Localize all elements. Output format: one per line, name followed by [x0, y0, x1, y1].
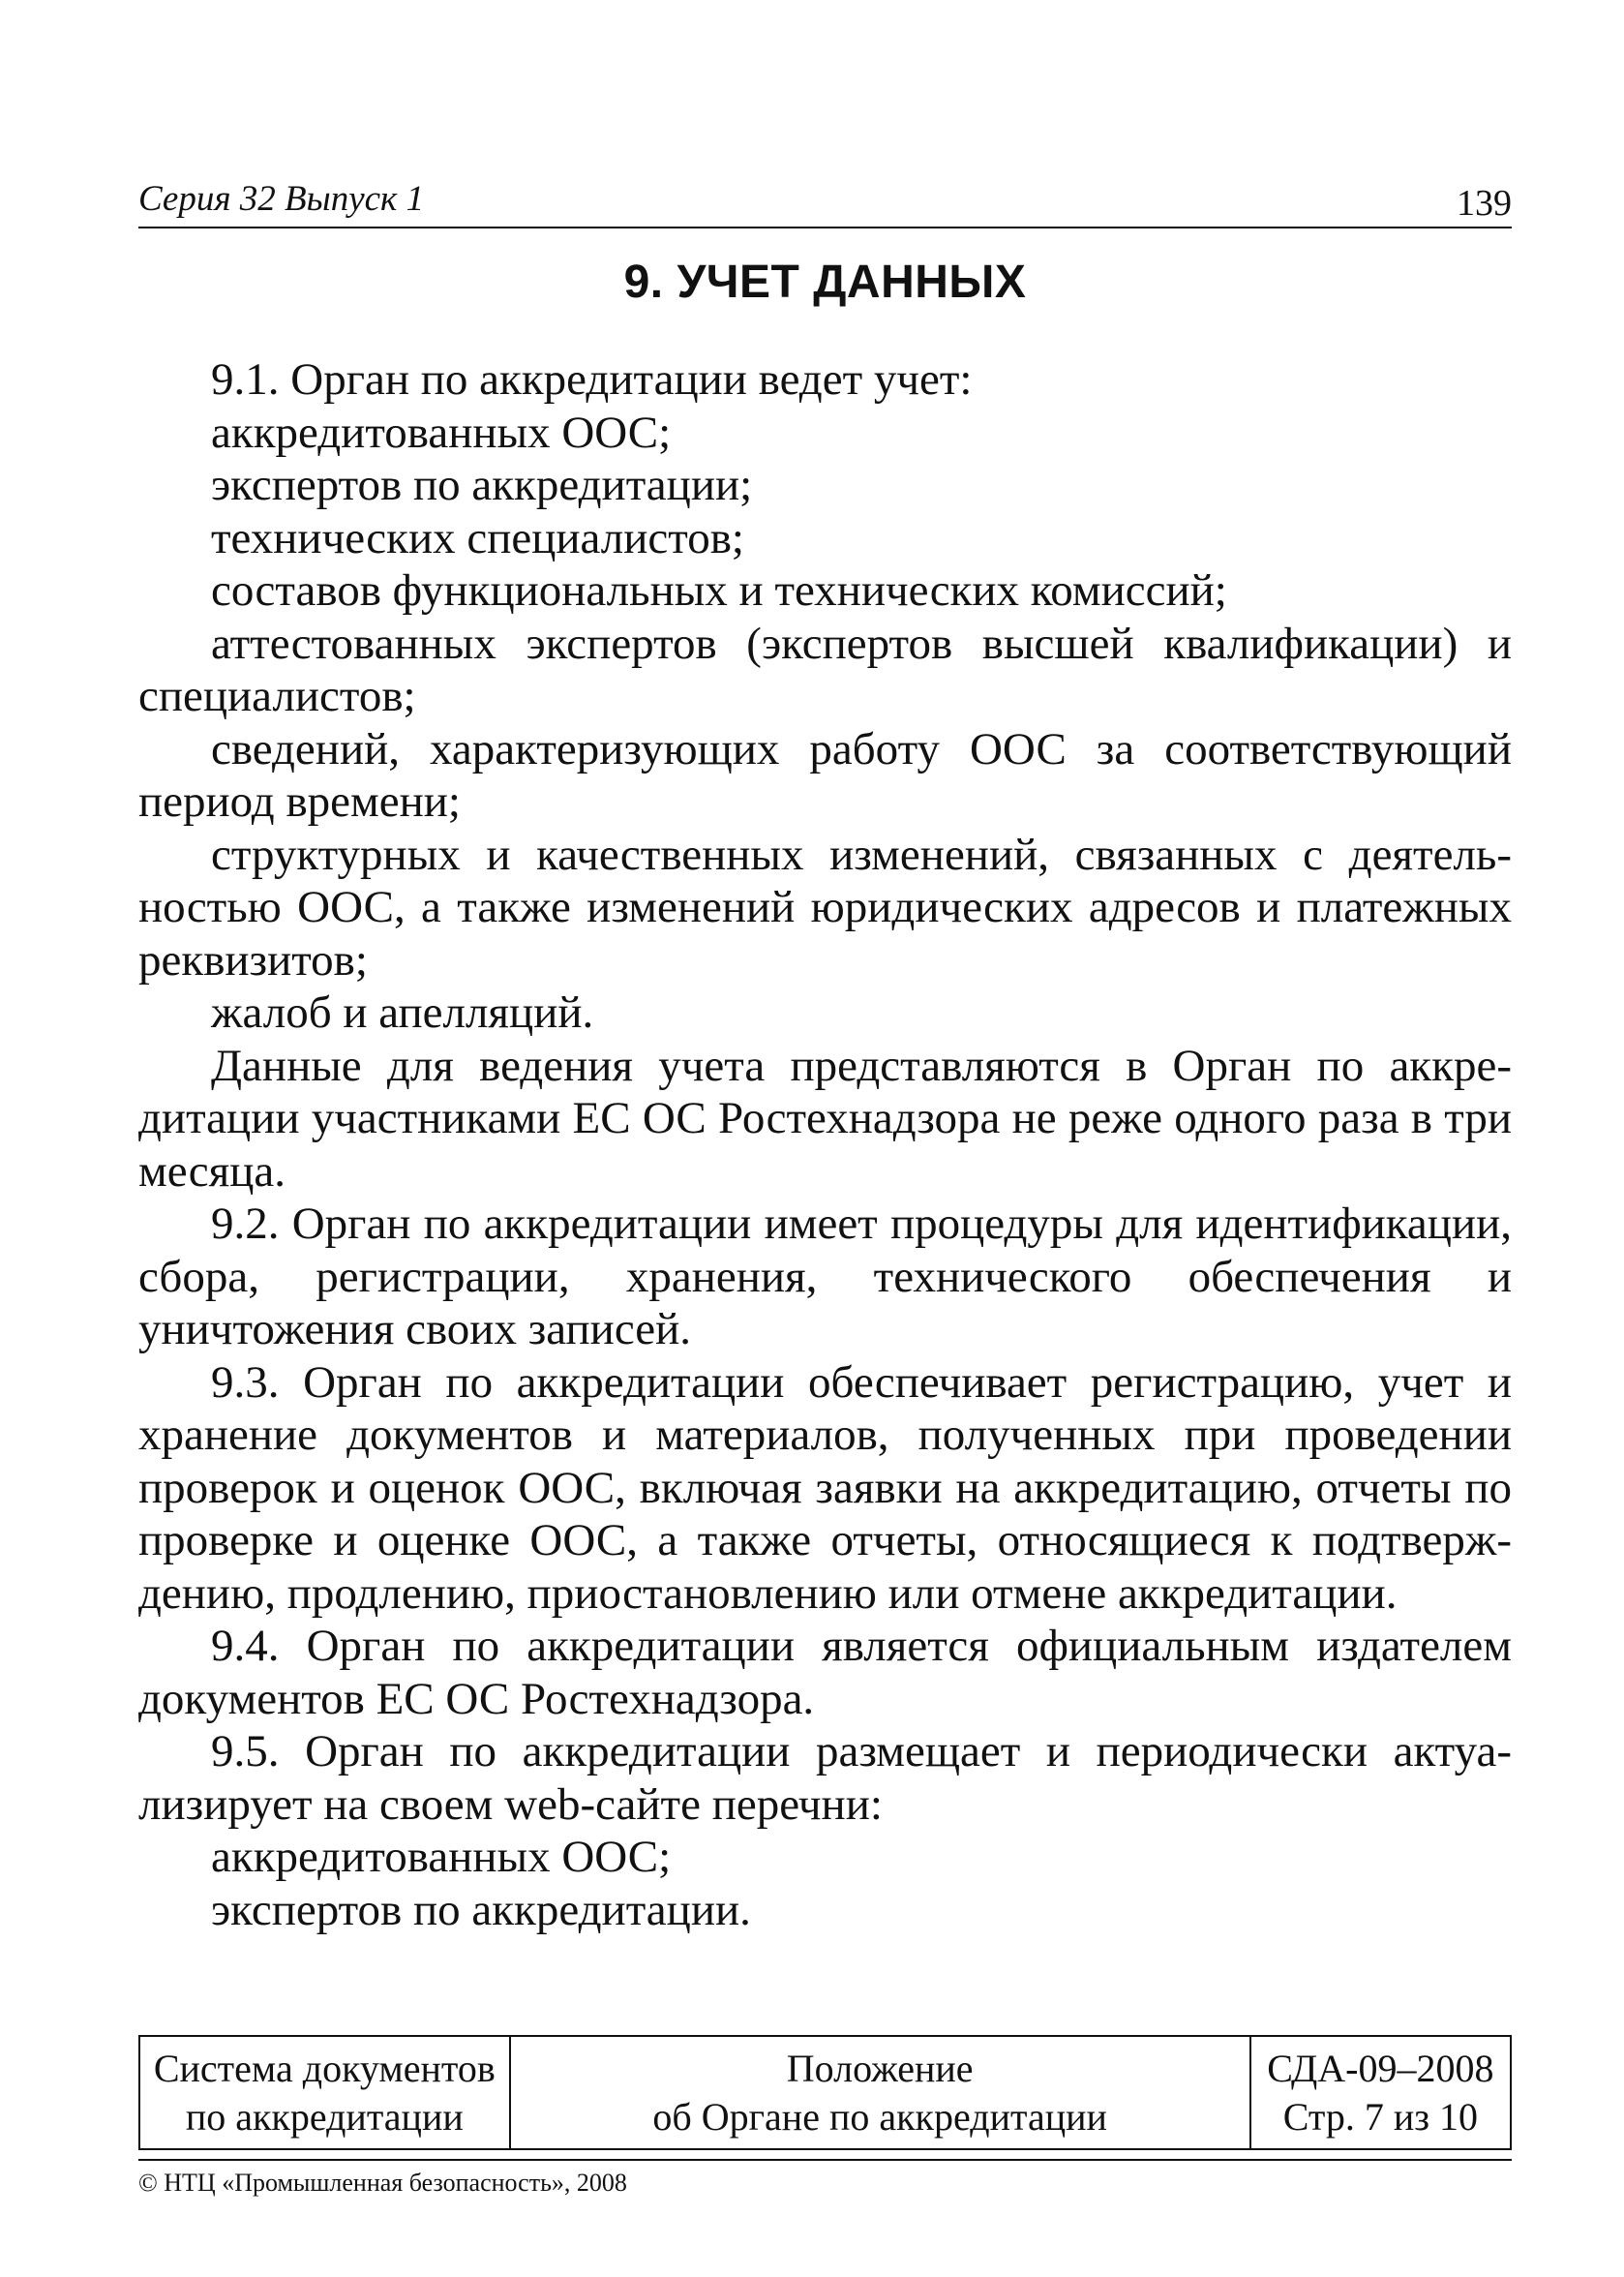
- document-identification-table: [138, 2035, 1512, 2150]
- paragraph-data-submission: Данные для ведения учета представляются в Орган по аккредитации участниками ЕС ОС Ростехнадзора не реже одного раза в три месяца.: [138, 1040, 1512, 1197]
- list-item: структурных и качественных изменений, связанных с деятельностью ООС, а также изменений юридических адресов и платежных реквизитов;: [138, 829, 1512, 986]
- doc-title-line1: Положение: [786, 2046, 974, 2090]
- list-item: экспертов по аккредитации;: [211, 460, 753, 510]
- doc-system-cell: [139, 2036, 510, 2149]
- section-title: 9. УЧЕТ ДАННЫХ: [623, 257, 1027, 308]
- list-item: сведений, характеризующих работу ООС за соответствующий период времени;: [138, 723, 1512, 827]
- doc-system-line1: Система документов: [153, 2046, 496, 2090]
- series-label: Серия 32 Выпуск 1: [138, 179, 425, 219]
- doc-title-line2: об Органе по аккредитации: [652, 2094, 1107, 2139]
- list-item: экспертов по аккредитации.: [211, 1884, 751, 1935]
- list-item: технических специалистов;: [211, 512, 744, 563]
- paragraph-9-1: 9.1. Орган по аккредитации ведет учет:: [211, 354, 973, 405]
- paragraph-9-4: 9.4. Орган по аккредитации является официальным издателем документов ЕС ОС Ростехнадзора.: [138, 1621, 1512, 1724]
- section-body: [138, 353, 1512, 1936]
- list-item: аккредитованных ООС;: [211, 407, 672, 458]
- paragraph-9-2: 9.2. Орган по аккредитации имеет процедуры для идентификации, сбора, регистрации, хранения, технического обеспечения и уничтожения своих записей.: [138, 1199, 1512, 1354]
- doc-code-cell: [1250, 2036, 1511, 2149]
- footer-divider: [138, 2159, 1512, 2161]
- page-number: 139: [1457, 183, 1512, 224]
- running-header: [138, 176, 1512, 228]
- footer-copyright: © НТЦ «Промышленная безопасность», 2008: [138, 2169, 627, 2197]
- list-item: составов функциональных и технических комиссий;: [211, 565, 1227, 616]
- doc-code: СДА-09–2008: [1267, 2046, 1494, 2090]
- doc-title-cell: [510, 2036, 1250, 2149]
- doc-system-line2: по аккредитации: [185, 2094, 464, 2139]
- list-item: жалоб и апелляций.: [211, 987, 594, 1038]
- paragraph-9-3: 9.3. Орган по аккредитации обеспечивает регистрацию, учет и хранение документов и материалов, полученных при проведении проверок и оценок ООС, включая заявки на аккредитацию, отчеты по проверке и оценке ООС, а также отчеты, относящиеся к подтверждению, продлению, приостановлению или отмене аккредитации.: [138, 1356, 1512, 1619]
- list-item: аттестованных экспертов (экспертов высшей квалификации) и специалистов;: [138, 618, 1512, 721]
- paragraph-9-5: 9.5. Орган по аккредитации размещает и периодически актуализирует на своем web-сайте перечни:: [138, 1726, 1512, 1830]
- doc-page-of: Стр. 7 из 10: [1282, 2094, 1479, 2139]
- list-item: аккредитованных ООС;: [211, 1832, 672, 1882]
